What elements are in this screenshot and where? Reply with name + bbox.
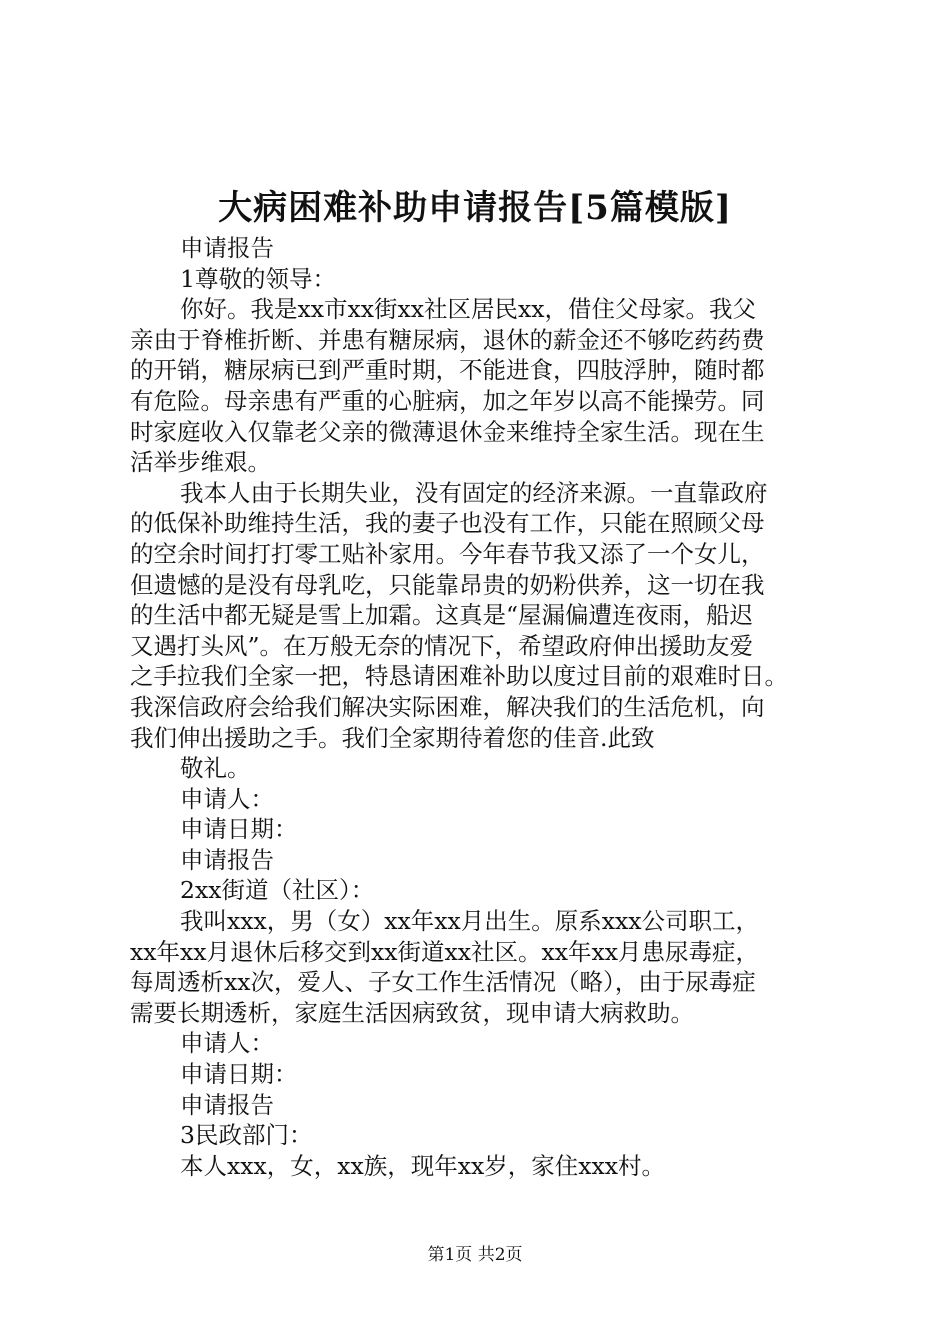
body-line: 申请人：	[180, 1029, 274, 1058]
body-line: 又遇打头风”。在万般无奈的情况下，希望政府伸出援助友爱	[130, 631, 754, 660]
page-footer: 第1页 共2页	[427, 1245, 523, 1265]
body-line: 的低保补助维持生活，我的妻子也没有工作，只能在照顾父母	[130, 509, 765, 538]
body-line: 活举步维艰。	[130, 448, 271, 477]
body-line: 3民政部门：	[180, 1121, 313, 1150]
body-line: 敬礼。	[180, 754, 251, 783]
body-line: 1尊敬的领导：	[180, 264, 336, 293]
body-line: 我深信政府会给我们解决实际困难，解决我们的生活危机，向	[130, 692, 765, 721]
document-title: 大病困难补助申请报告[5篇模版]	[218, 188, 732, 228]
body-line: 申请报告	[180, 234, 274, 262]
body-line: 的开销，糖尿病已到严重时期，不能进食，四肢浮肿，随时都	[130, 356, 765, 385]
body-line: 2xx街道（社区）：	[180, 876, 375, 905]
body-line: 有危险。母亲患有严重的心脏病，加之年岁以高不能操劳。同	[130, 386, 765, 415]
body-line: 你好。我是xx市xx街xx社区居民xx，借住父母家。我父	[180, 295, 757, 324]
body-line: 申请日期：	[180, 815, 298, 844]
body-line: 之手拉我们全家一把，特恳请困难补助以度过目前的艰难时日。	[130, 662, 788, 691]
body-line: 需要长期透析，家庭生活因病致贫，现申请大病救助。	[130, 998, 694, 1027]
body-line: 的生活中都无疑是雪上加霜。这真是“屋漏偏遭连夜雨，船迟	[130, 601, 754, 630]
document-body	[130, 233, 850, 1181]
body-line: 的空余时间打打零工贴补家用。今年春节我又添了一个女儿，	[130, 539, 765, 568]
body-line: 申请报告	[180, 845, 274, 874]
body-line: 亲由于脊椎折断、并患有糖尿病，退休的薪金还不够吃药药费	[130, 325, 765, 354]
body-line: 我们伸出援助之手。我们全家期待着您的佳音.此致	[130, 723, 655, 752]
body-line: 时家庭收入仅靠老父亲的微薄退休金来维持全家生活。现在生	[130, 417, 765, 446]
body-line: 我本人由于长期失业，没有固定的经济来源。一直靠政府	[180, 478, 768, 507]
body-line: 每周透析xx次，爱人、子女工作生活情况（略），由于尿毒症	[130, 968, 756, 997]
body-line: 申请人：	[180, 784, 274, 813]
body-line: 本人xxx，女，xx族，现年xx岁，家住xxx村。	[180, 1151, 666, 1180]
body-line: xx年xx月退休后移交到xx街道xx社区。xx年xx月患尿毒症，	[130, 937, 760, 966]
body-line: 申请报告	[180, 1090, 274, 1119]
body-line: 但遗憾的是没有母乳吃，只能靠昂贵的奶粉供养，这一切在我	[130, 570, 765, 599]
body-line: 申请日期：	[180, 1060, 298, 1089]
body-line: 我叫xxx，男（女）xx年xx月出生。原系xxx公司职工，	[180, 907, 760, 936]
